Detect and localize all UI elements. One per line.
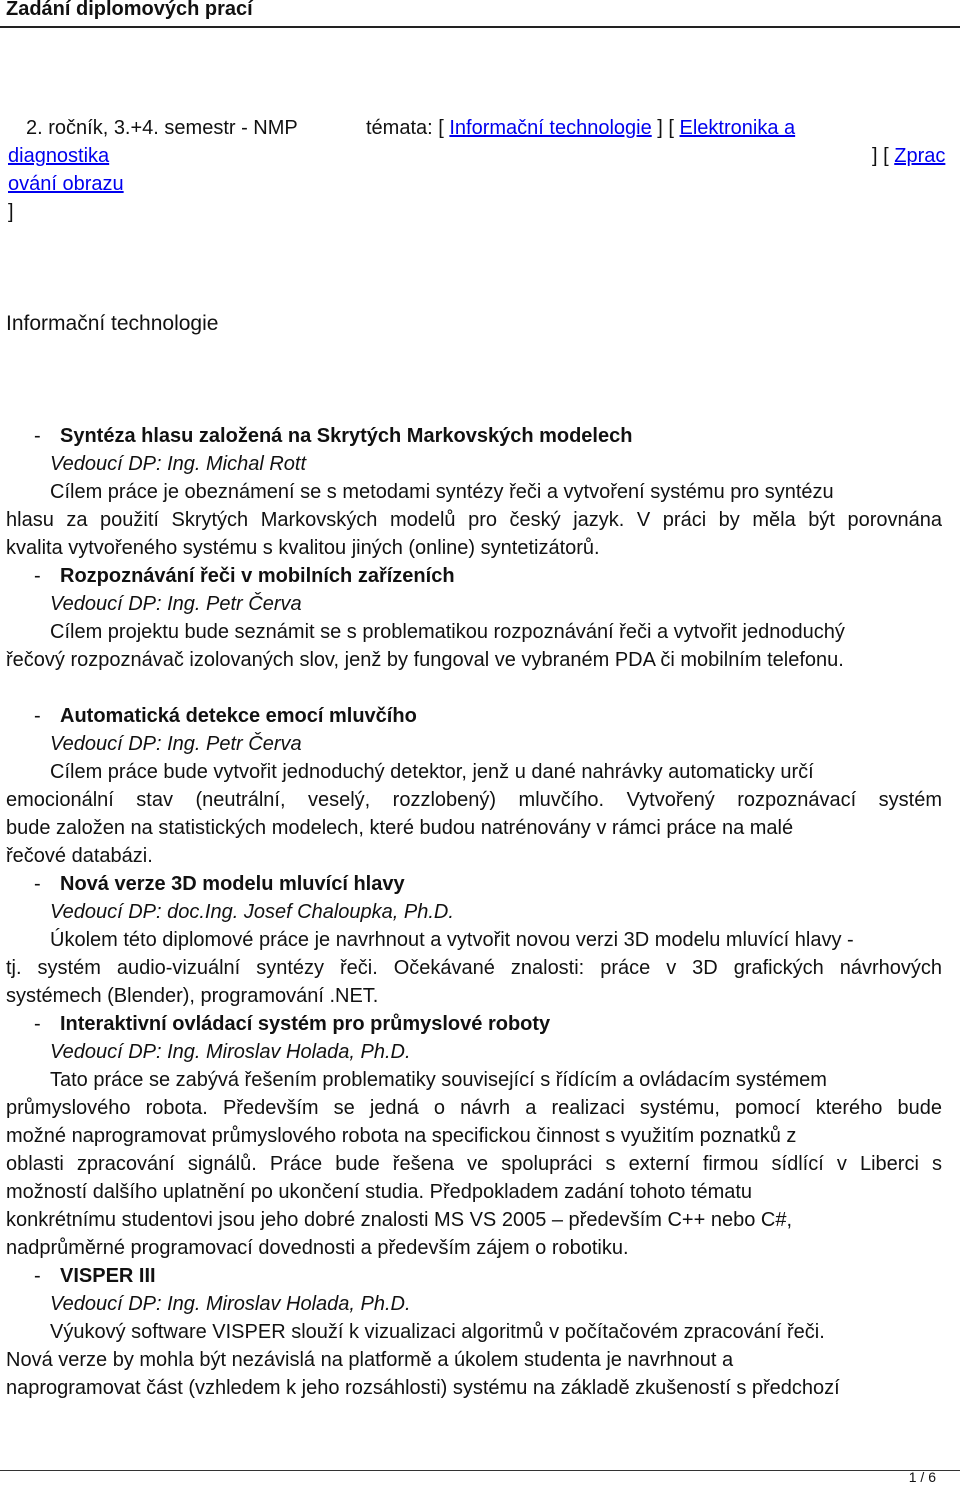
topic-bullet: - [34,425,41,447]
topic-text-line: nadprůměrné programovací dovednosti a především zájem o robotiku. [6,1237,629,1259]
topic-supervisor: Vedoucí DP: Ing. Petr Červa [50,593,302,615]
topic-title: Interaktivní ovládací systém pro průmyslové roboty [60,1013,551,1035]
topic-supervisor: Vedoucí DP: doc.Ing. Josef Chaloupka, Ph.D. [50,901,454,923]
topic-supervisor: Vedoucí DP: Ing. Petr Červa [50,733,302,755]
topics-line [366,114,795,142]
topics-prefix: témata: [ [366,117,444,139]
topic-text-line: tj. systém audio-vizuální syntézy řeči. Očekávané znalosti: práce v 3D grafických návrhových [6,957,942,979]
topic-text-line: řečové databázi. [6,845,153,867]
topics-separator: ] [ [657,117,674,139]
topic-text-line: emocionální stav (neutrální, veselý, rozzlobený) mluvčího. Vytvořený rozpoznávací systém [6,789,942,811]
topic-text-line: kvalita vytvořeného systému s kvalitou jiných (online) syntetizátorů. [6,537,600,559]
topic-text-line: konkrétnímu studentovi jsou jeho dobré znalosti MS VS 2005 – především C++ nebo C#, [6,1209,793,1231]
footer-divider [0,1470,960,1471]
topic-link-information-technology[interactable]: Informační technologie [449,117,652,139]
topic-link-electronics-part2[interactable]: diagnostika [8,145,110,167]
topic-title: VISPER III [60,1265,156,1287]
topic-title: Syntéza hlasu založená na Skrytých Markovských modelech [60,425,633,447]
topics-line-2 [872,142,945,170]
topic-text-line: Tato práce se zabývá řešením problematiky související s řídícím a ovládacím systémem [50,1069,827,1091]
topic-link-image-processing-part2[interactable]: ování obrazu [8,173,124,195]
topic-text-line: Cílem projektu bude seznámit se s problematikou rozpoznávání řeči a vytvořit jednoduchý [50,621,845,643]
topic-text-line: hlasu za použití Skrytých Markovských modelů pro český jazyk. V práci by měla být porovnána [6,509,942,531]
topic-text-line: možností dalšího uplatnění po ukončení studia. Předpokladem zadání tohoto tématu [6,1181,753,1203]
page-number: 1 / 6 [908,1469,936,1485]
topic-title: Automatická detekce emocí mluvčího [60,705,417,727]
topic-bullet: - [34,1013,41,1035]
topics-close-bracket: ] [8,201,14,223]
topic-text-line: Cílem práce bude vytvořit jednoduchý detektor, jenž u dané nahrávky automaticky určí [50,761,814,783]
topic-text-line: oblasti zpracování signálů. Práce bude řešena ve spolupráci s externí firmou sídlící v Liberci s [6,1153,942,1175]
topic-supervisor: Vedoucí DP: Ing. Michal Rott [50,453,307,475]
topic-title: Nová verze 3D modelu mluvící hlavy [60,873,405,895]
topics-separator: ] [ [872,145,889,167]
topic-text-line: průmyslového robota. Především se jedná o návrh a realizaci systému, pomocí kterého bude [6,1097,942,1119]
topic-bullet: - [34,1265,41,1287]
topic-bullet: - [34,565,41,587]
topic-text-line: bude založen na statistických modelech, které budou natrénovány v rámci práce na malé [6,817,794,839]
topic-text-line: řečový rozpoznávač izolovaných slov, jenž by fungoval ve vybraném PDA či mobilním telefonu. [6,649,844,671]
topic-bullet: - [34,705,41,727]
header-divider [0,26,960,28]
topic-text-line: možné naprogramovat průmyslového robota na specifickou činnost s využitím poznatků z [6,1125,797,1147]
section-heading: Informační technologie [6,312,219,335]
topic-text-line: Úkolem této diplomové práce je navrhnout a vytvořit novou verzi 3D modelu mluvící hlavy - [50,929,854,951]
topic-text-line: Cílem práce je obeznámení se s metodami syntézy řeči a vytvoření systému pro syntézu [50,481,834,503]
topic-link-image-processing-part1[interactable]: Zprac [894,145,946,167]
topic-bullet: - [34,873,41,895]
topic-title: Rozpoznávání řeči v mobilních zařízeních [60,565,455,587]
topic-supervisor: Vedoucí DP: Ing. Miroslav Holada, Ph.D. [50,1293,411,1315]
topic-text-line: Výukový software VISPER slouží k vizualizaci algoritmů v počítačovém zpracování řeči. [50,1321,825,1343]
document-title: Zadání diplomových prací [6,0,253,20]
topic-supervisor: Vedoucí DP: Ing. Miroslav Holada, Ph.D. [50,1041,411,1063]
topic-link-electronics-part1[interactable]: Elektronika a [679,117,796,139]
topic-text-line: naprogramovat část (vzhledem k jeho rozsáhlosti) systému na základě zkušeností s předchozí [6,1377,840,1399]
topic-text-line: Nová verze by mohla být nezávislá na platformě a úkolem studenta je navrhnout a [6,1349,734,1371]
topic-text-line: systémech (Blender), programování .NET. [6,985,379,1007]
year-semester: 2. ročník, 3.+4. semestr - NMP [26,117,298,139]
